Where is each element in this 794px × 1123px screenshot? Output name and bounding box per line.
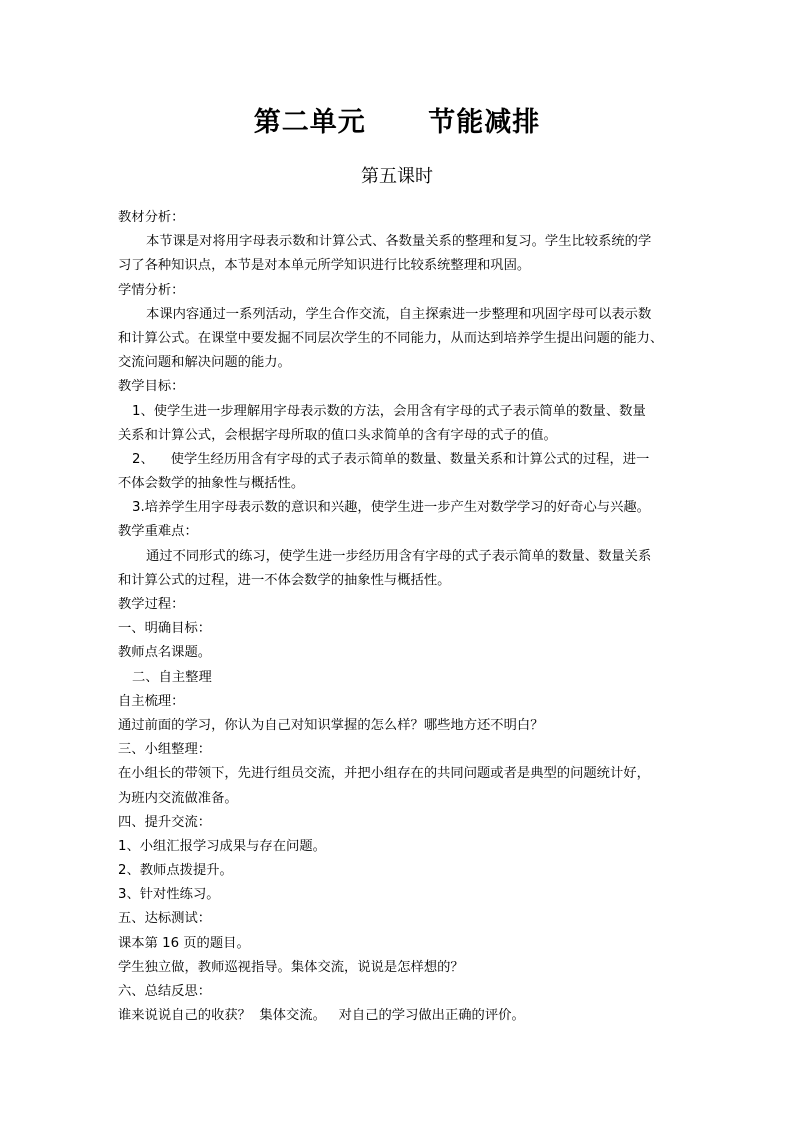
- text-line: 3.培养学生用字母表示数的意识和兴趣，使学生进一步产生对数学学习的好奇心与兴趣。: [132, 500, 650, 516]
- text-line: 和计算公式的过程，进一不体会数学的抽象性与概括性。: [118, 572, 451, 588]
- text-line: 1、使学生进一步理解用字母表示数的方法，会用含有字母的式子表示简单的数量、数量: [132, 403, 646, 419]
- text-line: 习了各种知识点，本节是对本单元所学知识进行比较系统整理和巩固。: [118, 258, 531, 274]
- document-body: [118, 206, 680, 1028]
- text-line: 三、小组整理：: [118, 742, 212, 758]
- text-line: 谁来说说自己的收获？ 集体交流。 对自己的学习做出正确的评价。: [118, 1008, 525, 1024]
- text-line: 五、达标测试：: [118, 911, 212, 927]
- text-line: 关系和计算公式，会根据字母所取的值口头求简单的含有字母的式子的值。: [118, 427, 557, 443]
- text-line: 学情分析：: [118, 282, 185, 298]
- text-line: 六、总结反思：: [118, 984, 212, 999]
- text-line: 四、提升交流：: [118, 814, 212, 830]
- text-line: 3、针对性练习。: [118, 887, 220, 903]
- text-line: 在小组长的带领下，先进行组员交流，并把小组存在的共同问题或者是典型的问题统计好，: [118, 766, 650, 782]
- text-line: 2、 使学生经历用含有字母的式子表示简单的数量、数量关系和计算公式的过程，进一: [132, 451, 650, 467]
- text-line: 自主梳理：: [118, 693, 185, 709]
- text-line: 教材分析：: [118, 210, 185, 225]
- text-line: 二、自主整理: [132, 669, 212, 685]
- text-line: 为班内交流做准备。: [118, 790, 238, 806]
- text-line: 教师点名课题。: [118, 645, 212, 661]
- text-line: 1、小组汇报学习成果与存在问题。: [118, 838, 326, 854]
- text-line: 交流问题和解决问题的能力。: [118, 355, 291, 371]
- text-line: 2、教师点拨提升。: [118, 863, 233, 879]
- text-line: 本节课是对将用字母表示数和计算公式、各数量关系的整理和复习。学生比较系统的学: [146, 234, 652, 250]
- text-line: 教学目标：: [118, 379, 185, 395]
- text-line: 本课内容通过一系列活动，学生合作交流，自主探索进一步整理和巩固字母可以表示数: [146, 306, 652, 322]
- text-line: 通过不同形式的练习，使学生进一步经历用含有字母的式子表示简单的数量、数量关系: [146, 548, 652, 564]
- text-line: 一、明确目标：: [118, 621, 212, 637]
- text-line: 不体会数学的抽象性与概括性。: [118, 476, 305, 492]
- page-title: 第二单元 节能减排: [253, 107, 541, 138]
- text-line: 和计算公式。在课堂中要发掘不同层次学生的不同能力，从而达到培养学生提出问题的能力、: [118, 330, 664, 346]
- text-line: 课本第 16 页的题目。: [118, 935, 250, 951]
- page-subtitle: 第五课时: [361, 166, 433, 187]
- text-line: 通过前面的学习，你认为自己对知识掌握的怎么样？哪些地方还不明白？: [118, 717, 544, 733]
- text-line: 教学过程：: [118, 597, 185, 612]
- text-line: 学生独立做，教师巡视指导。集体交流，说说是怎样想的？: [118, 959, 464, 975]
- text-line: 教学重难点：: [118, 524, 198, 540]
